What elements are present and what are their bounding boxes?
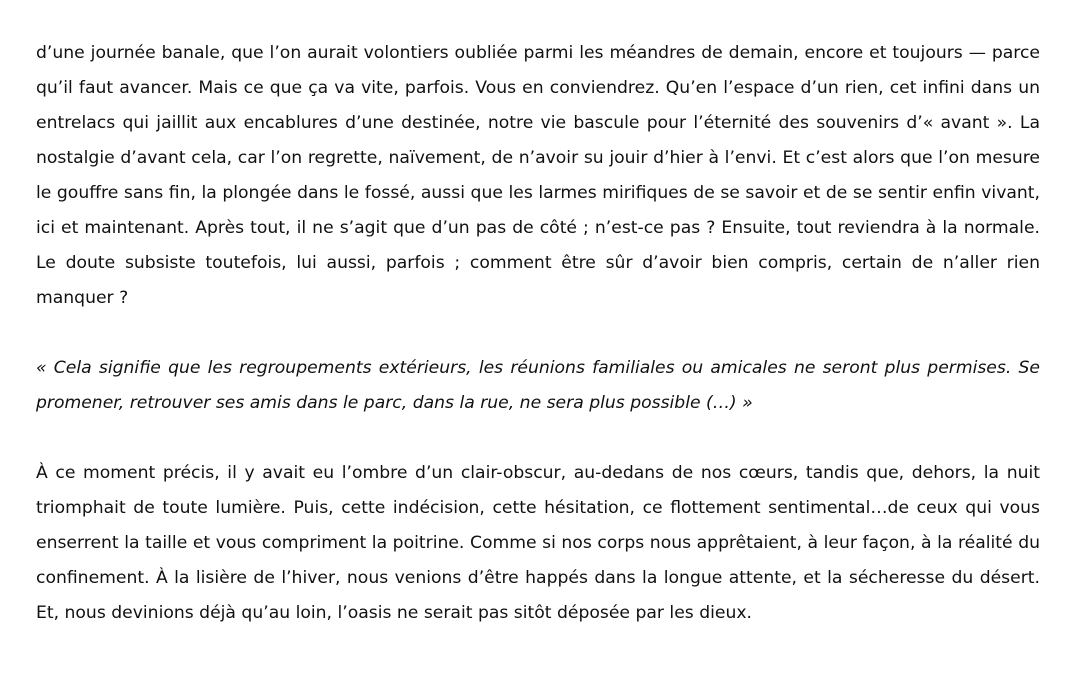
paragraph-intro: d’une journée banale, que l’on aurait volontiers oubliée parmi les méandres de demain, encore et toujours — parce qu’il faut avancer. Mais ce que ça va vite, parfois. Vous en conviendrez. Qu’en l’espace d’un rien, cet infini dans un entrelacs qui jaillit aux encablures d’une destinée, notre vie bascule pour l’éternité des souvenirs d’« avant ». La nostalgie d’avant cela, car l’on regrette, naïvement, de n’avoir su jouir d’hier à l’envi. Et c’est alors que l’on mesure le gouffre sans fin, la plongée dans le fossé, aussi que les larmes mirifiques de se savoir et de se sentir enfin vivant, ici et maintenant. Après tout, il ne s’agit que d’un pas de côté ; n’est-ce pas ? Ensuite, tout reviendra à la normale. Le doute subsiste toutefois, lui aussi, parfois ; comment être sûr d’avoir bien compris, certain de n’aller rien manquer ?: [36, 43, 1040, 308]
paragraph-spacer: [36, 421, 1040, 456]
paragraph-spacer: [36, 316, 1040, 351]
paragraph-closing: À ce moment précis, il y avait eu l’ombre d’un clair-obscur, au-dedans de nos cœurs, tandis que, dehors, la nuit triomphait de toute lumière. Puis, cette indécision, cette hésitation, ce flottement sentimental…de ceux qui vous enserrent la taille et vous compriment la poitrine. Comme si nos corps nous apprêtaient, à leur façon, à la réalité du confinement. À la lisière de l’hiver, nous venions d’être happés dans la longue attente, et la sécheresse du désert. Et, nous devinions déjà qu’au loin, l’oasis ne serait pas sitôt déposée par les dieux.: [36, 463, 1040, 623]
quote-paragraph: « Cela signifie que les regroupements extérieurs, les réunions familiales ou amicales ne seront plus permises. Se promener, retrouver ses amis dans le parc, dans la rue, ne sera plus possible (…) »: [36, 358, 1040, 413]
document-page: [36, 36, 1040, 631]
